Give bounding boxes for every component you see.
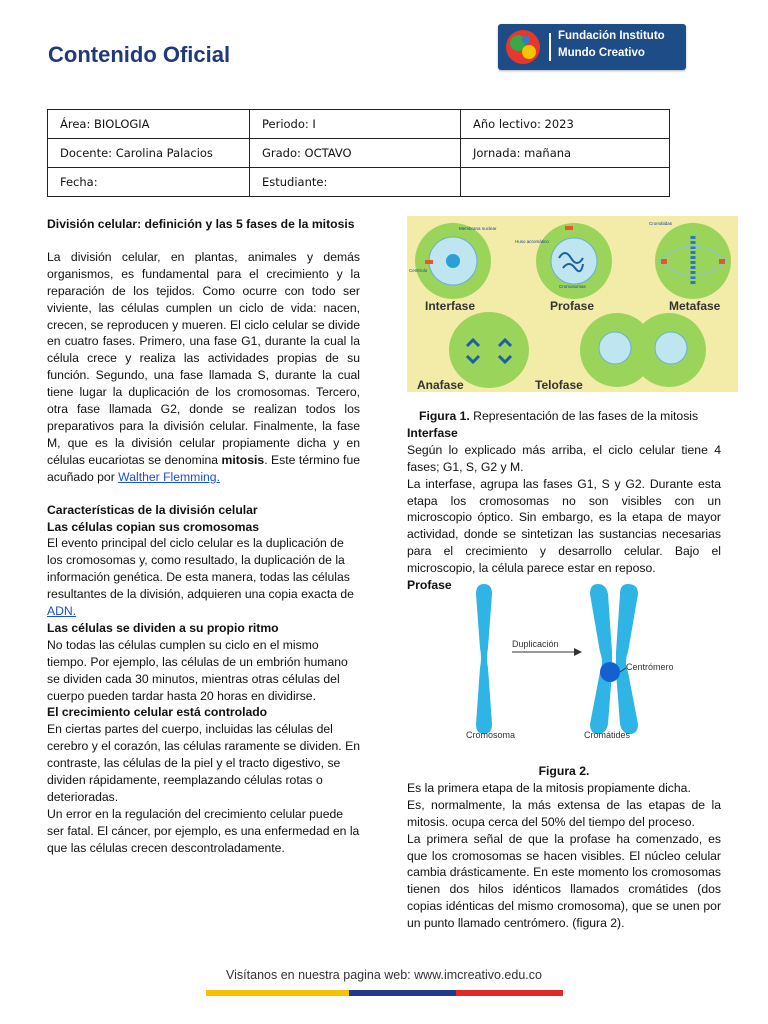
page-title: Contenido Oficial: [48, 42, 231, 67]
interfase-nucleolus: [446, 254, 460, 268]
telofase-nucleus-right: [655, 332, 687, 364]
chromatid-right: [616, 584, 638, 734]
flemming-link[interactable]: Walther Flemming.: [118, 469, 220, 484]
telofase-label: Telofase: [535, 378, 583, 392]
metafase-centriole-right: [719, 259, 725, 264]
profase-paragraph-2: Es, normalmente, la más extensa de las etapas de la mitosis. ocupa cerca del 50% del tiempo del proceso.: [407, 797, 721, 829]
duplication-label: Duplicación: [512, 639, 559, 649]
anafase-cell: [449, 312, 529, 388]
chromosome-label: Cromosoma: [466, 730, 516, 740]
interfase-heading: Interfase: [407, 425, 458, 440]
profase-centriole: [565, 226, 573, 230]
footer-website: Visítanos en nuestra pagina web: www.imcreativo.edu.co: [226, 968, 542, 982]
profase-label: Profase: [550, 299, 595, 313]
interfase-centriole: [425, 260, 433, 264]
table-row: [48, 110, 670, 139]
globe-icon: [504, 28, 542, 66]
growth-heading: El crecimiento celular está controlado: [47, 705, 268, 720]
chromatids-label: Cromátides: [584, 730, 631, 740]
rhythm-paragraph: No todas las células cumplen su ciclo en el mismo tiempo. Por ejemplo, las células de un embrión humano se dividen cada 30 minutos, mientras otras células del cuerpo pueden tardar hasta 20 horas en dividirse.: [47, 637, 348, 703]
logo-line-1: Fundación Instituto: [558, 30, 665, 42]
spindle-label: Huso acromático: [515, 239, 549, 244]
anafase-label: Anafase: [417, 378, 464, 392]
chromatids-label: Cromátidas: [649, 221, 673, 226]
logo-line-2: Mundo Creativo: [558, 47, 645, 59]
interfase-paragraph-2: La interfase, agrupa las fases G1, S y G2. Durante esta etapa los cromosomas no son visibles con un microscopio óptico. Sin embargo, es la etapa de mayor actividad, donde se sintetizan las sustancias necesarias para el crecimiento y desarrollo celular. Bajo el microscopio, la célula parece estar en reposo.: [407, 476, 721, 576]
docente-cell: Docente: Carolina Palacios: [48, 139, 250, 168]
grado-cell: Grado: OCTAVO: [250, 139, 461, 168]
centriole-label: Centríolo: [409, 268, 428, 273]
copy-paragraph: El evento principal del ciclo celular es la duplicación de los cromosomas y, como resultado, la duplicación de la información genética. De esta manera, todas las células resultantes de la división, adquieren una copia exacta de ADN.: [47, 536, 354, 619]
mitosis-phases-figure: [407, 216, 738, 392]
profase-paragraph-3: La primera señal de que la profase ha comenzado, es que los cromosomas se hacen visibles. El núcleo celular cambia drásticamente. En este momento los cromosomas tienen dos hilos idénticos llamados cromátides (dos copias idénticas del mismo cromosoma), que se unen por un punto llamado centrómero. (figura 2).: [407, 831, 721, 931]
copy-heading: Las células copian sus cromosomas: [47, 519, 260, 534]
empty-cell: [461, 168, 670, 197]
characteristics-heading: Características de la división celular: [47, 502, 258, 517]
metafase-label: Metafase: [669, 299, 721, 313]
fecha-cell: Fecha:: [48, 168, 250, 197]
periodo-cell: Periodo: I: [250, 110, 461, 139]
table-row: [48, 168, 670, 197]
estudiante-cell: Estudiante:: [250, 168, 461, 197]
course-info-table: [47, 109, 670, 197]
interfase-label: Interfase: [425, 299, 476, 313]
centromere-label: Centrómero: [626, 662, 674, 672]
institution-logo: [498, 24, 686, 70]
error-paragraph: Un error en la regulación del crecimiento celular puede ser fatal. El cáncer, por ejemplo, es una enfermedad en la que las células crecen descontroladamente.: [47, 806, 360, 855]
rhythm-heading: Las células se dividen a su propio ritmo: [47, 620, 279, 635]
metafase-centriole-left: [661, 259, 667, 264]
anio-cell: Año lectivo: 2023: [461, 110, 670, 139]
telofase-nucleus-left: [599, 332, 631, 364]
intro-paragraph: La división celular, en plantas, animales y demás organismos, es fundamental para el crecimiento y la reparación de los tejidos. Como ocurre con todo ser viviente, las células cumplen un ciclo de vida: nacen, crecen, se reproducen y mueren. El ciclo celular se divide en cuatro fases. Primero, una fase G1, durante la cual la célula crece y realiza las actividades propias de su función. Segundo, una fase llamada S, durante la cual tiene lugar la duplicación de los cromosomas. Tercero, otra fase llamada G2, donde se realizan todos los preparativos para la división celular. Finalmente, la fase M, que es la división celular propiamente dicha y en células eucariotas se denomina mitosis. Este término fue acuñado por Walther Flemming.: [47, 249, 360, 484]
profase-paragraph-1: Es la primera etapa de la mitosis propiamente dicha.: [407, 780, 691, 795]
table-row: [48, 139, 670, 168]
growth-paragraph: En ciertas partes del cuerpo, incluidas las células del cerebro y el corazón, las células raramente se dividen. En contraste, las células de la piel y el tracto digestivo, se dividen rápidamente, reemplazando células rotas o deterioradas.: [47, 722, 360, 804]
adn-link[interactable]: ADN.: [47, 604, 77, 619]
chromosomes-label: Cromosomas: [559, 284, 586, 289]
footer-color-bar: [206, 990, 563, 996]
chromosome-duplication-figure: [456, 578, 680, 742]
centromere: [600, 662, 620, 682]
single-chromosome: [476, 584, 492, 734]
figure1-caption: Figura 1. Representación de las fases de la mitosis: [419, 409, 699, 423]
membrane-label: Membrana nuclear: [459, 226, 497, 231]
duplication-arrowhead: [574, 648, 582, 656]
figure2-caption: Figura 2.: [538, 763, 590, 778]
left-column: [47, 216, 360, 857]
jornada-cell: Jornada: mañana: [461, 139, 670, 168]
section-heading: División celular: definición y las 5 fases de la mitosis: [47, 217, 355, 231]
area-cell: Área: BIOLOGIA: [48, 110, 250, 139]
profase-heading: Profase: [407, 578, 452, 593]
interfase-paragraph-1: Según lo explicado más arriba, el ciclo celular tiene 4 fases; G1, S, G2 y M.: [407, 442, 721, 474]
mitosis-term: mitosis: [221, 452, 265, 467]
chromatid-left: [590, 584, 612, 734]
